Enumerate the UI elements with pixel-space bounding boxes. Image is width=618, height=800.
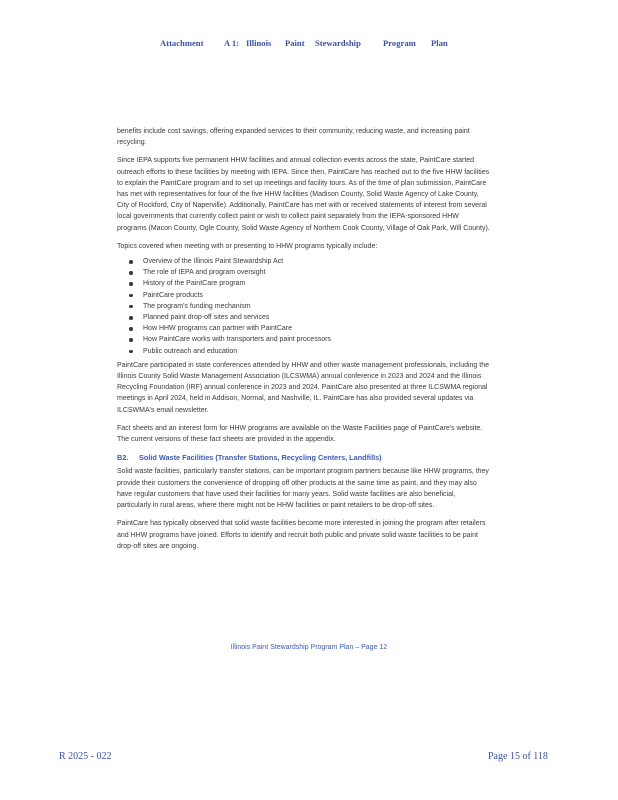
page-number: Page 15 of 118 (488, 751, 548, 762)
header-word-illinois: Illinois (246, 38, 272, 48)
inner-page-footer: Illinois Paint Stewardship Program Plan – Page 12 (230, 644, 388, 651)
list-item: Overview of the Illinois Paint Stewardship Act (143, 256, 490, 267)
paragraph-fact-sheets: Fact sheets and an interest form for HHW programs are available on the Waste Facilities page of PaintCare's website. The current versions of these fact sheets are provided in the appendix. (117, 424, 483, 444)
paragraph-recruitment: PaintCare has typically observed that solid waste facilities become more interested in joining the program after retailers and HHW programs have joined. Efforts to identify and recruit both public and private solid waste facilities to be paint drop-off sites are ongoing. (117, 520, 486, 550)
section-heading-b2 (117, 452, 490, 463)
attachment-number: A 1: (224, 38, 240, 48)
paragraph-benefits: benefits include cost savings, offering expanded services to their community, reducing waste, and increasing paint recycling. (117, 128, 470, 147)
paragraph-solid-waste: Solid waste facilities, particularly transfer stations, can be important program partners because like HHW programs, they provide their customers the convenience of dropping off other products at the same time as paint, and they may also have regular customers that have used their facilities for many years. Solid waste facilities are also beneficial, particularly in rural areas, where there might not be HHW facilities or paint retailers to be drop-off sites. (117, 468, 489, 510)
paragraph-conferences: PaintCare participated in state conferences attended by HHW and other waste management professionals, including the Illinois County Solid Waste Management Association (ILCSWMA) annual conference in 2023 and 2024 and the Illinois Recycling Foundation (IRF) annual conference in 2023 and 2024. PaintCare also presented at three ILCSWMA regional meetings in April 2024, held in Addison, Normal, and Nashville, IL. PaintCare has also provided several updates via ILCSWMA's email newsletter. (117, 361, 489, 414)
paragraph-topics-intro: Topics covered when meeting with or presenting to HHW programs typically include: (117, 242, 378, 250)
attachment-label: Attachment (160, 38, 204, 48)
list-item: How PaintCare works with transporters and paint processors (143, 334, 490, 345)
list-item: The role of IEPA and program oversight (143, 267, 490, 278)
header-word-stewardship: Stewardship (315, 38, 361, 48)
list-item: History of the PaintCare program (143, 278, 490, 289)
list-item: The program's funding mechanism (143, 301, 490, 312)
header-word-program: Program (383, 38, 416, 48)
paragraph-hhw-outreach: Since IEPA supports five permanent HHW facilities and annual collection events across the state, PaintCare started outreach efforts to these facilities by meeting with IEPA. Since then, PaintCare has reached out to the five HHW facilities to explain the PaintCare program and to set up meetings and facility tours. As of the time of plan submission, PaintCare has met with representatives for four of the five HHW facilities (Madison County, Solid Waste Agency of Lake County, City of Rockford, City of Naperville). Additionally, PaintCare has met with or received statements of interest from several local governments that currently collect paint or wish to collect paint separately from the IEPA-sponsored HHW programs (Macon County, Ogle County, Solid Waste Agency of Northern Cook County, Village of Oak Park, Will County). (117, 157, 490, 232)
list-item: Planned paint drop-off sites and services (143, 312, 490, 323)
section-number: B2. (117, 453, 129, 463)
topics-list (117, 256, 490, 357)
section-title: Solid Waste Facilities (Transfer Stations, Recycling Centers, Landfills) (139, 453, 382, 463)
list-item: PaintCare products (143, 290, 490, 301)
list-item: How HHW programs can partner with PaintCare (143, 323, 490, 334)
header-word-plan: Plan (431, 38, 448, 48)
attachment-header (0, 38, 618, 52)
document-body (117, 126, 490, 559)
document-number: R 2025 - 022 (59, 751, 112, 762)
list-item: Public outreach and education (143, 346, 490, 357)
header-word-paint: Paint (285, 38, 305, 48)
